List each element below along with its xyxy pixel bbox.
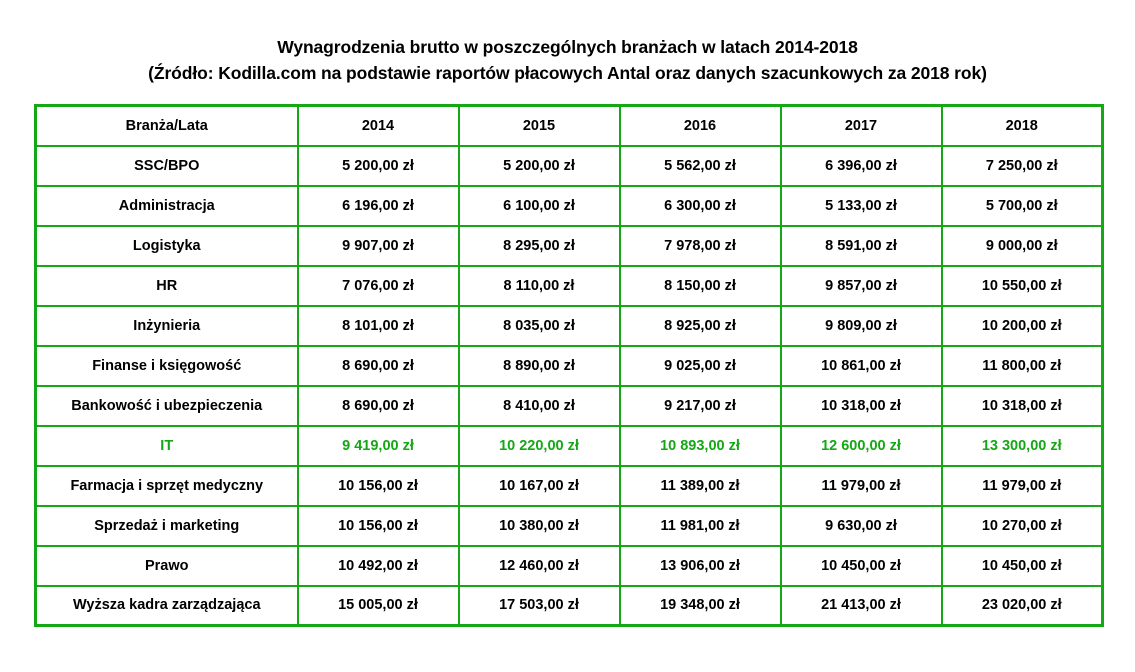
table-cell: 10 156,00 zł (298, 506, 459, 546)
table-cell: 9 000,00 zł (942, 226, 1103, 266)
table-cell: 8 925,00 zł (620, 306, 781, 346)
row-label: Bankowość i ubezpieczenia (36, 386, 298, 426)
table-cell: 17 503,00 zł (459, 586, 620, 626)
table-cell: 10 156,00 zł (298, 466, 459, 506)
row-label: HR (36, 266, 298, 306)
table-cell: 8 101,00 zł (298, 306, 459, 346)
row-label: Finanse i księgowość (36, 346, 298, 386)
table-row (36, 346, 1103, 386)
table-cell: 13 300,00 zł (942, 426, 1103, 466)
table-cell: 5 200,00 zł (459, 146, 620, 186)
table-cell: 15 005,00 zł (298, 586, 459, 626)
table-row (36, 466, 1103, 506)
column-header-year-2016: 2016 (620, 106, 781, 146)
table-cell: 8 410,00 zł (459, 386, 620, 426)
column-header-year-2017: 2017 (781, 106, 942, 146)
table-cell: 8 890,00 zł (459, 346, 620, 386)
table-row (36, 226, 1103, 266)
salary-table-container (34, 104, 1102, 627)
table-cell: 9 809,00 zł (781, 306, 942, 346)
table-cell: 8 110,00 zł (459, 266, 620, 306)
table-cell: 12 460,00 zł (459, 546, 620, 586)
table-body (36, 146, 1103, 626)
table-header (36, 106, 1103, 146)
table-cell: 8 690,00 zł (298, 386, 459, 426)
table-row (36, 546, 1103, 586)
table-row (36, 306, 1103, 346)
table-cell: 10 861,00 zł (781, 346, 942, 386)
table-cell: 9 419,00 zł (298, 426, 459, 466)
table-cell: 8 295,00 zł (459, 226, 620, 266)
table-cell: 10 450,00 zł (942, 546, 1103, 586)
table-cell: 6 396,00 zł (781, 146, 942, 186)
table-cell: 21 413,00 zł (781, 586, 942, 626)
table-cell: 7 250,00 zł (942, 146, 1103, 186)
table-cell: 9 025,00 zł (620, 346, 781, 386)
column-header-year-2018: 2018 (942, 106, 1103, 146)
table-header-row (36, 106, 1103, 146)
row-label: Wyższa kadra zarządzająca (36, 586, 298, 626)
table-cell: 10 200,00 zł (942, 306, 1103, 346)
table-cell: 5 200,00 zł (298, 146, 459, 186)
row-label: Administracja (36, 186, 298, 226)
table-cell: 8 591,00 zł (781, 226, 942, 266)
table-cell: 11 389,00 zł (620, 466, 781, 506)
chart-title-line-2: (Źródło: Kodilla.com na podstawie raportów płacowych Antal oraz danych szacunkowych za 2018 rok) (148, 63, 987, 83)
table-cell: 8 690,00 zł (298, 346, 459, 386)
table-cell: 23 020,00 zł (942, 586, 1103, 626)
salary-table (34, 104, 1104, 627)
table-cell: 5 133,00 zł (781, 186, 942, 226)
row-label: Logistyka (36, 226, 298, 266)
row-label: Inżynieria (36, 306, 298, 346)
table-row (36, 146, 1103, 186)
table-cell: 10 550,00 zł (942, 266, 1103, 306)
table-row (36, 586, 1103, 626)
table-cell: 10 450,00 zł (781, 546, 942, 586)
table-cell: 10 318,00 zł (781, 386, 942, 426)
table-cell: 6 300,00 zł (620, 186, 781, 226)
table-cell: 7 978,00 zł (620, 226, 781, 266)
table-cell: 6 196,00 zł (298, 186, 459, 226)
table-cell: 10 318,00 zł (942, 386, 1103, 426)
column-header-year-2014: 2014 (298, 106, 459, 146)
table-cell: 10 167,00 zł (459, 466, 620, 506)
table-cell: 13 906,00 zł (620, 546, 781, 586)
table-cell: 9 217,00 zł (620, 386, 781, 426)
table-cell: 11 981,00 zł (620, 506, 781, 546)
row-label: IT (36, 426, 298, 466)
table-cell: 9 630,00 zł (781, 506, 942, 546)
table-cell: 11 800,00 zł (942, 346, 1103, 386)
table-cell: 10 492,00 zł (298, 546, 459, 586)
table-row (36, 506, 1103, 546)
column-header-branch: Branża/Lata (36, 106, 298, 146)
table-cell: 12 600,00 zł (781, 426, 942, 466)
chart-title-line-1: Wynagrodzenia brutto w poszczególnych branżach w latach 2014-2018 (277, 37, 858, 57)
table-row (36, 186, 1103, 226)
table-row (36, 266, 1103, 306)
table-row (36, 386, 1103, 426)
table-cell: 5 562,00 zł (620, 146, 781, 186)
column-header-year-2015: 2015 (459, 106, 620, 146)
table-cell: 5 700,00 zł (942, 186, 1103, 226)
table-cell: 10 270,00 zł (942, 506, 1103, 546)
row-label: Prawo (36, 546, 298, 586)
table-cell: 10 893,00 zł (620, 426, 781, 466)
table-row (36, 426, 1103, 466)
chart-title-block (0, 0, 1135, 86)
table-cell: 10 380,00 zł (459, 506, 620, 546)
table-cell: 9 857,00 zł (781, 266, 942, 306)
table-cell: 10 220,00 zł (459, 426, 620, 466)
table-cell: 11 979,00 zł (942, 466, 1103, 506)
table-cell: 8 150,00 zł (620, 266, 781, 306)
table-cell: 11 979,00 zł (781, 466, 942, 506)
table-cell: 9 907,00 zł (298, 226, 459, 266)
row-label: Farmacja i sprzęt medyczny (36, 466, 298, 506)
row-label: Sprzedaż i marketing (36, 506, 298, 546)
row-label: SSC/BPO (36, 146, 298, 186)
table-cell: 19 348,00 zł (620, 586, 781, 626)
table-cell: 7 076,00 zł (298, 266, 459, 306)
table-cell: 6 100,00 zł (459, 186, 620, 226)
table-cell: 8 035,00 zł (459, 306, 620, 346)
